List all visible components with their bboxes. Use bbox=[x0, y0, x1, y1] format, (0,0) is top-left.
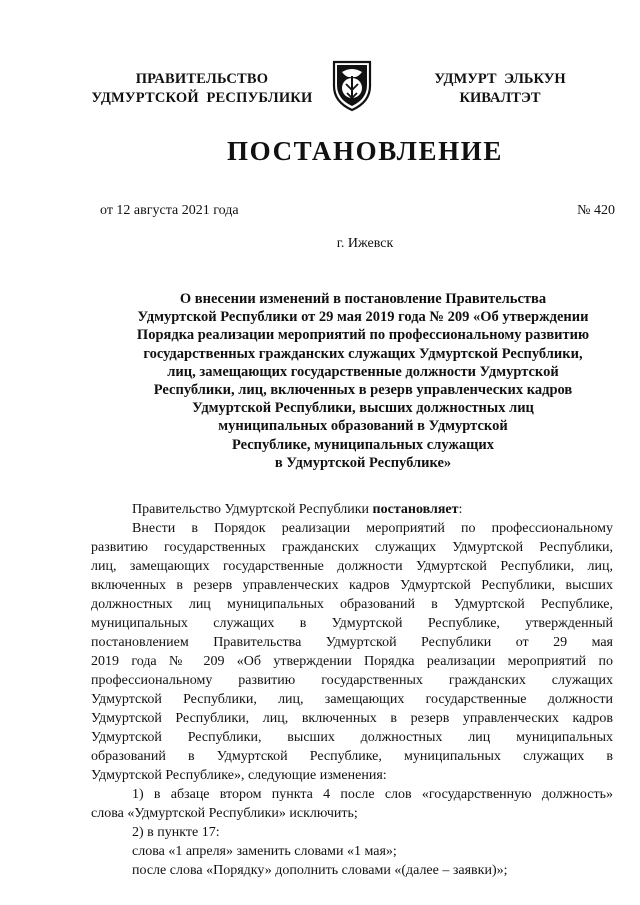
subject-line: Удмуртской Республики от 29 мая 2019 года № 209 «Об утверждении bbox=[137, 309, 589, 326]
government-name-line2: УДМУРТСКОЙ РЕСПУБЛИКИ bbox=[91, 90, 313, 106]
resolution-intro bbox=[91, 500, 613, 519]
body-line: постановлением Правительства Удмуртской Республики от 29 мая bbox=[91, 635, 613, 650]
government-name-udmurt bbox=[420, 70, 580, 108]
subject-line: О внесении изменений в постановление Правительства bbox=[179, 291, 547, 307]
subject-line: муниципальных образований в Удмуртской bbox=[218, 418, 508, 435]
subject-line: Удмуртской Республики, высших должностных лиц bbox=[192, 400, 534, 417]
document-number: № 420 bbox=[577, 203, 615, 218]
intro-keyword: постановляет bbox=[372, 502, 459, 517]
document-city: г. Ижевск bbox=[336, 236, 394, 251]
intro-text: Правительство Удмуртской Республики bbox=[132, 502, 373, 517]
body-line: 2019 года № 209 «Об утверждении Порядка реализации мероприятий по bbox=[91, 654, 613, 669]
udmurt-name-line1: УДМУРТ ЭЛЬКУН bbox=[434, 71, 566, 87]
subject-line: Республике, муниципальных служащих bbox=[231, 436, 495, 453]
udmurt-name-line2: КИВАЛТЭТ bbox=[459, 90, 541, 106]
body-line: образований в Удмуртской Республике, муниципальных служащих в bbox=[91, 749, 613, 764]
subject-line: государственных гражданских служащих Удмуртской Республики, bbox=[143, 345, 583, 362]
body-line: должностных лиц муниципальных образований в Удмуртской Республике, bbox=[91, 597, 613, 612]
body-line: после слова «Порядку» дополнить словами «(далее – заявки)»; bbox=[132, 863, 508, 878]
subject-line: Республики, лиц, включенных в резерв управленческих кадров bbox=[153, 382, 573, 399]
document-subject bbox=[108, 290, 618, 472]
subject-line: лиц, замещающих государственные должности Удмуртской bbox=[167, 363, 559, 380]
body-line: профессиональному развитию государственных гражданских служащих bbox=[91, 673, 613, 688]
body-line: Внести в Порядок реализации мероприятий по профессиональному bbox=[132, 521, 613, 536]
body-line: слова «1 апреля» заменить словами «1 мая»; bbox=[132, 844, 397, 859]
body-line: Удмуртской Республики, лиц, замещающих государственные должности bbox=[91, 692, 613, 707]
body-line: Удмуртской Республике», следующие изменения: bbox=[91, 768, 387, 783]
body-line: лиц, замещающих государственные должности Удмуртской Республики, лиц, bbox=[91, 559, 613, 574]
subject-line: в Удмуртской Республике» bbox=[274, 454, 452, 471]
subject-line: Порядка реализации мероприятий по профессиональному развитию bbox=[136, 327, 590, 344]
body-line: 1) в абзаце втором пункта 4 после слов «государственную должность» bbox=[132, 787, 613, 802]
body-line: 2) в пункте 17: bbox=[132, 825, 220, 840]
document-date: от 12 августа 2021 года bbox=[100, 203, 239, 218]
body-line: Удмуртской Республики, лиц, включенных в резерв управленческих кадров bbox=[91, 711, 613, 726]
coat-of-arms-udmurtia-icon bbox=[330, 58, 374, 112]
government-name-russian bbox=[88, 70, 316, 108]
document-title: ПОСТАНОВЛЕНИЕ bbox=[227, 136, 503, 166]
body-line: слова «Удмуртской Республики» исключить; bbox=[91, 806, 358, 821]
body-line: развитию государственных гражданских служащих Удмуртской Республики, bbox=[91, 540, 613, 555]
body-line: включенных в резерв управленческих кадров Удмуртской Республики, высших bbox=[91, 578, 613, 593]
document-body bbox=[91, 500, 613, 880]
body-line: Удмуртской Республики, высших должностных лиц муниципальных bbox=[91, 730, 613, 745]
body-line: муниципальных служащих в Удмуртской Республике, утвержденный bbox=[91, 616, 613, 631]
government-name-line1: ПРАВИТЕЛЬСТВО bbox=[135, 71, 269, 87]
intro-end: : bbox=[458, 502, 463, 517]
